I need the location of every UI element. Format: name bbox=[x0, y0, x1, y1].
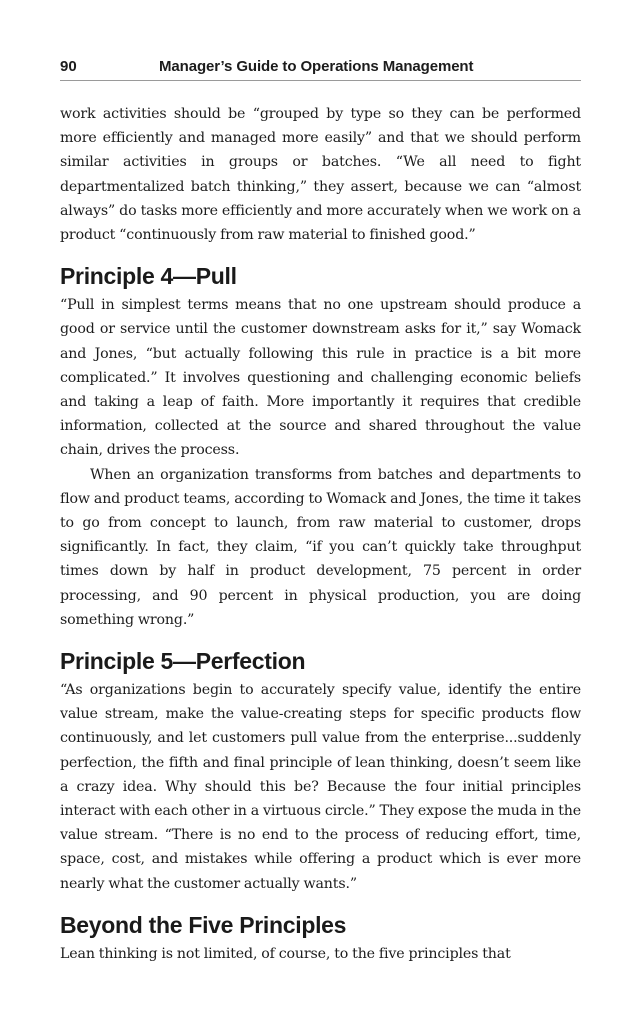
book-page bbox=[60, 56, 581, 966]
pull-paragraph-2: When an organization transforms from batches and departments to flow and product teams, according to Womack and Jones, the time it takes to go from concept to launch, from raw material to customer, drops significantly. In fact, they claim, “if you can’t quickly take throughput times down by half in product development, 75 percent in order processing, and 90 percent in physical production, you are doing something wrong.” bbox=[60, 466, 581, 628]
beyond-paragraph-1: Lean thinking is not limited, of course, to the five principles that bbox=[60, 945, 511, 962]
heading-beyond-five-principles: Beyond the Five Principles bbox=[60, 911, 347, 938]
intro-paragraph: work activities should be “grouped by type so they can be performed more efficiently and managed more easily” and that we should perform similar activities in groups or batches. “We all need to fight departmentalized batch thinking,” they assert, because we can “almost always” do tasks more efficiently and more accurately when we work on a product “continuously from raw material to finished good.” bbox=[60, 106, 581, 244]
running-header bbox=[60, 56, 581, 81]
heading-principle-5-perfection: Principle 5—Perfection bbox=[60, 648, 306, 675]
heading-principle-4-pull: Principle 4—Pull bbox=[60, 263, 237, 290]
perfection-paragraph-1: “As organizations begin to accurately specify value, identify the entire value stream, make the value-creating steps for specific products flow continuously, and let customers pull value from the enterprise...suddenly perfection, the fifth and final principle of lean thinking, doesn’t seem like a crazy idea. Why should this be? Because the four initial principles interact with each other in a virtuous circle.” They expose the muda in the value stream. “There is no end to the process of reducing effort, time, space, cost, and mistakes while offering a product which is ever more nearly what the customer actually wants.” bbox=[60, 682, 582, 892]
pull-paragraph-1: “Pull in simplest terms means that no one upstream should produce a good or service until the customer downstream asks for it,” say Womack and Jones, “but actually following this rule in practice is a bit more complicated.” It involves questioning and challenging economic beliefs and taking a leap of faith. More importantly it requires that credible information, collected at the source and shared throughout the value chain, drives the process. bbox=[60, 297, 581, 459]
page-number: 90 bbox=[60, 58, 77, 75]
book-title: Manager’s Guide to Operations Management bbox=[159, 58, 474, 75]
